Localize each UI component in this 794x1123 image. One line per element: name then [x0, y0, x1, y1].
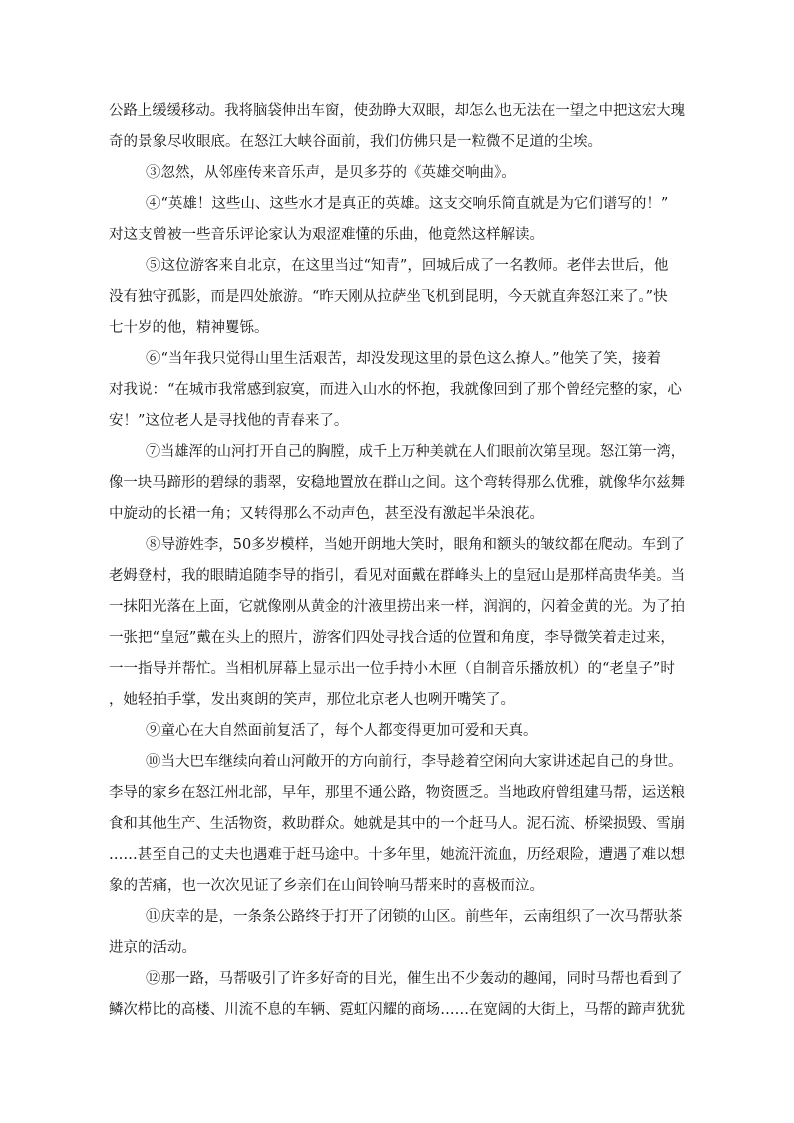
text-line: 鳞次栉比的高楼、川流不息的车辆、霓虹闪耀的商场……在宽阔的大街上，马帮的蹄声犹犹	[109, 1002, 685, 1018]
text-line: 对我说：“在城市我常感到寂寞，而进入山水的怀抱，我就像回到了那个曾经完整的家，心	[109, 382, 682, 398]
text-line: 安！”这位老人是寻找他的青春来了。	[109, 413, 349, 429]
text-line: ，她轻拍手掌，发出爽朗的笑声，那位北京老人也咧开嘴笑了。	[109, 692, 515, 708]
text-line: 七十岁的他，精神矍铄。	[109, 320, 269, 336]
text-line: 一一指导并帮忙。当相机屏幕上显示出一位手持小木匣（自制音乐播放机）的“老皇子”时	[109, 661, 675, 677]
text-line: ……甚至自己的丈夫也遇难于赶马途中。十多年里，她流汗流血，历经艰险，遭遇了难以想	[109, 847, 685, 863]
text-line: ③忽然，从邻座传来音乐声，是贝多芬的《英雄交响曲》。	[146, 165, 516, 181]
text-line: ⑤这位游客来自北京，在这里当过“知青”，回城后成了一名教师。老伴去世后，他	[146, 258, 669, 274]
text-line: 老姆登村，我的眼睛追随李导的指引，看见对面戴在群峰头上的皇冠山是那样高贵华美。当	[109, 568, 685, 584]
text-line: 对这支曾被一些音乐评论家认为艰涩难懂的乐曲，他竟然这样解读。	[109, 227, 544, 243]
text-line: 进京的活动。	[109, 940, 196, 956]
text-line: 像一块马蹄形的碧绿的翡翠，安稳地置放在群山之间。这个弯转得那么优雅，就像华尔兹舞	[109, 475, 685, 491]
text-line: ⑫那一路，马帮吸引了许多好奇的目光，催生出不少轰动的趣闻，同时马帮也看到了	[146, 971, 683, 987]
text-line: ⑥“当年我只觉得山里生活艰苦，却没发现这里的景色这么撩人。”他笑了笑，接着	[146, 351, 662, 367]
text-line: 没有独守孤影，而是四处旅游。“昨天刚从拉萨坐飞机到昆明，今天就直奔怒江来了。”快	[109, 289, 668, 305]
text-line: 奇的景象尽收眼底。在怒江大峡谷面前，我们仿佛只是一粒微不足道的尘埃。	[109, 134, 602, 150]
text-line: ⑨童心在大自然面前复活了，每个人都变得更加可爱和天真。	[146, 723, 538, 739]
text-line: 一张把“皇冠”戴在头上的照片，游客们四处寻找合适的位置和角度，李导微笑着走过来，	[109, 630, 675, 646]
text-line: 公路上缓缓移动。我将脑袋伸出车窗，使劲睁大双眼，却怎么也无法在一望之中把这宏大瑰	[109, 103, 685, 119]
text-line: 食和其他生产、生活物资，救助群众。她就是其中的一个赶马人。泥石流、桥梁损毁、雪崩	[109, 816, 685, 832]
text-line: ⑦当雄浑的山河打开自己的胸膛，成千上万种美就在人们眼前次第呈现。怒江第一湾，	[146, 444, 685, 460]
text-line: ⑧导游姓李，50多岁模样，当她开朗地大笑时，眼角和额头的皱纹都在爬动。车到了	[146, 537, 685, 553]
text-line: 李导的家乡在怒江州北部，早年，那里不通公路，物资匮乏。当地政府曾组建马帮，运送粮	[109, 785, 685, 801]
text-line: ⑪庆幸的是，一条条公路终于打开了闭锁的山区。前些年，云南组织了一次马帮驮茶	[146, 909, 683, 925]
text-line: 一抹阳光落在上面，它就像刚从黄金的汁液里捞出来一样，润润的，闪着金黄的光。为了拍	[109, 599, 685, 615]
text-line: 象的苦痛，也一次次见证了乡亲们在山间铃响马帮来时的喜极而泣。	[109, 878, 544, 894]
text-line: ④“英雄！这些山、这些水才是真正的英雄。这支交响乐简直就是为它们谱写的！”	[146, 196, 669, 212]
text-line: ⑩当大巴车继续向着山河敞开的方向前行，李导趁着空闲向大家讲述起自己的身世。	[146, 754, 683, 770]
text-line: 中旋动的长裙一角；又转得那么不动声色，甚至没有激起半朵浪花。	[109, 506, 544, 522]
